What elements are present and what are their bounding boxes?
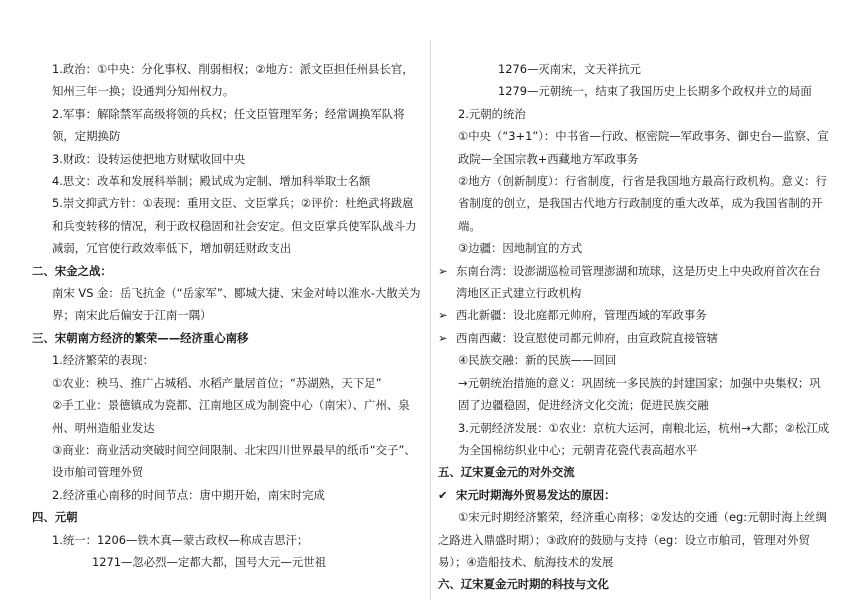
bullet-xinjiang: ➢ 西北新疆：设北庭都元帅府，管理西域的军政事务	[438, 304, 830, 326]
check-icon: ✔	[438, 487, 448, 502]
arrow-bullet-icon: ➢	[438, 330, 448, 345]
event-1276: 1276—灭南宋，文天祥抗元	[498, 62, 641, 76]
yuan-rule-heading: 2.元朝的统治	[458, 106, 526, 121]
section-heading-yuan: 四、元朝	[32, 510, 78, 525]
section-heading-southern-economy: 三、宋朝南方经济的繁荣——经济重心南移	[32, 330, 249, 345]
frontier-policy: ③边疆：因地制宜的方式	[458, 241, 583, 256]
local-province-system: ②地方（创新制度）：行省制度，行省是我国地方最高行政机构。意义：行省制度的创立，是我国古代地方行政制度的重大改革，成为我国省制的开端。	[458, 174, 828, 233]
unification-1271: 1271—忽必烈—定都大都，国号大元—元世祖	[92, 554, 327, 569]
trade-reasons: ①宋元时期经济繁荣，经济重心南移；②发达的交通（eg:元朝时海上丝绸之路进入鼎盛时期）；③政府的鼓励与支持（eg：设立市舶司，管理对外贸易）；④造船技术、航海技术的发展	[438, 510, 827, 569]
bullet-tibet: ➢ 西南西藏：设宣慰使司都元帅府，由宣政院直接管辖	[438, 327, 830, 349]
economy-subheading: 1.经济繁荣的表现：	[52, 353, 154, 368]
finance-measures: 3.财政：设转运使把地方财赋收回中央	[52, 151, 246, 166]
column-divider	[430, 40, 431, 600]
rule-significance: →元朝统治措施的意义：巩固统一多民族的封建国家；加强中央集权；巩固了边疆稳固，促进经济文化交流；促进民族交融	[458, 375, 821, 413]
arrow-bullet-icon: ➢	[438, 308, 448, 323]
yue-fei-paragraph: 南宋 VS 金：岳飞抗金（“岳家军”、郾城大捷、宋金对峙以淮水-大散关为界；南宋此后偏安于江南一隅）	[52, 286, 421, 323]
unification-1206: 1.统一：1206—铁木真—蒙古政权—称成吉思汗；	[52, 532, 309, 547]
left-column	[32, 58, 424, 573]
right-column	[438, 58, 830, 596]
ethnic-integration: ④民族交融：新的民族——回回	[458, 353, 617, 368]
yuan-economy: 3.元朝经济发展：①农业：京杭大运河，南粮北运，杭州→大都；②松江成为全国棉纺织业中心；元朝青花瓷代表高超水平	[458, 420, 830, 457]
agriculture-item: ①农业：秧马、推广占城稻、水稻产量居首位；“苏湖熟，天下足”	[52, 375, 382, 390]
handicraft-item: ②手工业：景德镇成为瓷都、江南地区成为制瓷中心（南宋）、广州、泉州、明州造船业发达	[52, 398, 410, 435]
section-heading-foreign-exchange: 五、辽宋夏金元的对外交流	[438, 465, 575, 480]
central-government: ①中央（“3+1”）：中书省—行政、枢密院—军政事务、御史台—监察、宣政院—全国宗教+西藏地方军政事务	[458, 129, 829, 166]
thought-measures: 4.思文：改革和发展科举制；殿试成为定制、增加科举取士名额	[52, 174, 371, 189]
arrow-bullet-icon: ➢	[438, 263, 448, 278]
trade-reasons-heading: ✔ 宋元时期海外贸易发达的原因：	[438, 484, 830, 506]
economic-shift-timeline: 2.经济重心南移的时间节点：唐中期开始，南宋时完成	[52, 487, 325, 502]
commerce-item: ③商业：商业活动突破时间空间限制、北宋四川世界最早的纸币“交子”、设市舶司管理外贸	[52, 442, 416, 480]
bullet-taiwan: ➢ 东南台湾：设澎湖巡检司管理澎湖和琉球，这是历史上中央政府首次在台湾地区正式建立行政机构	[438, 260, 830, 305]
section-heading-song-jin-war: 二、宋金之战：	[32, 263, 112, 278]
politics-measures: 1.政治：①中央：分化事权、削弱相权；②地方：派文臣担任州县长官，知州三年一换；设通判分知州权力。	[52, 62, 414, 99]
section-heading-science-culture: 六、辽宋夏金元时期的科技与文化	[438, 577, 609, 592]
culture-policy: 5.崇文抑武方针：①表现：重用文臣、文臣掌兵；②评价：杜绝武将跋扈和兵变转移的情况，利于政权稳固和社会安定。但文臣掌兵使军队战斗力减弱，冗官使行政效率低下，增加朝廷财政支出	[52, 196, 417, 256]
military-measures: 2.军事：解除禁军高级将领的兵权；任文臣管理军务；经常调换军队将领，定期换防	[52, 106, 405, 144]
event-1279: 1279—元朝统一，结束了我国历史上长期多个政权并立的局面	[498, 84, 812, 99]
